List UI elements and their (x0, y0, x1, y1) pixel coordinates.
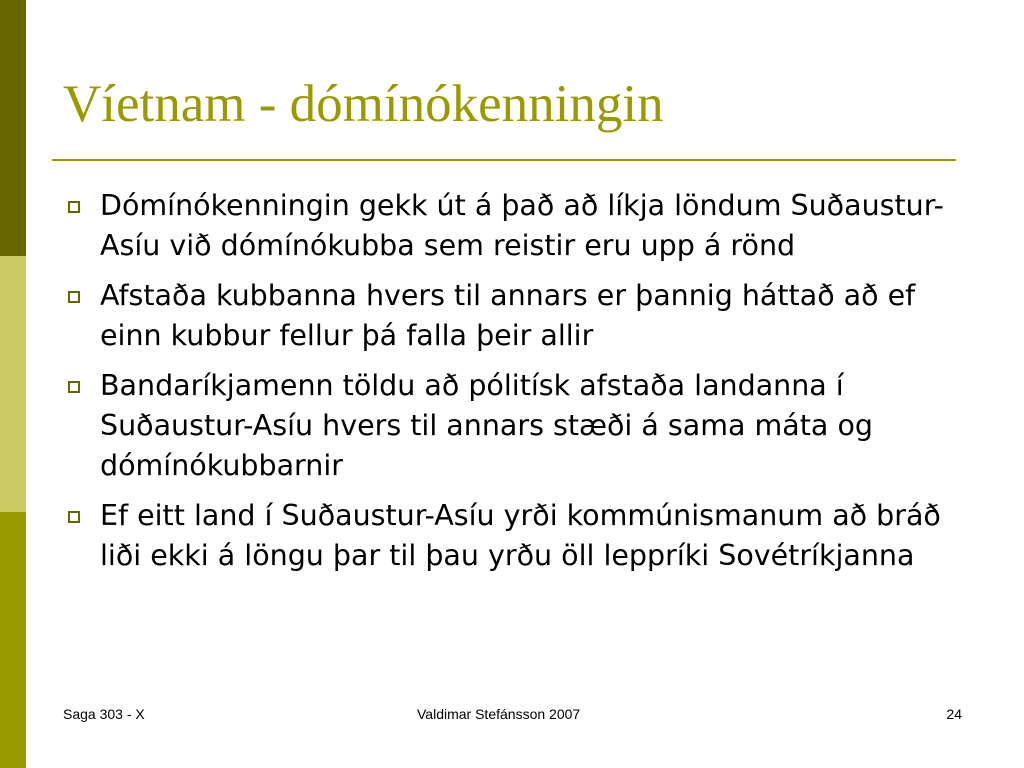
bullet-item (62, 366, 962, 486)
square-bullet-icon (68, 201, 80, 213)
square-bullet-icon (68, 381, 80, 393)
bullet-text: Bandaríkjamenn töldu að pólitísk afstaða landanna í Suðaustur-Asíu hvers til annars stæði á sama máta og dómínókubbarnir (100, 369, 873, 482)
footer-author: Valdimar Stefánsson 2007 (417, 706, 581, 722)
bullet-text: Afstaða kubbanna hvers til annars er þannig háttað að ef einn kubbur fellur þá falla þeir allir (100, 279, 916, 352)
sidebar-band-top (0, 0, 26, 256)
slide-title: Víetnam - dómínókenningin (63, 75, 664, 133)
title-divider (52, 159, 956, 161)
page-number: 24 (946, 706, 962, 722)
bullet-item (62, 276, 962, 356)
square-bullet-icon (68, 291, 80, 303)
bullet-text: Dómínókenningin gekk út á það að líkja löndum Suðaustur-Asíu við dómínókubba sem reistir eru upp á rönd (100, 189, 944, 262)
sidebar-band-bottom (0, 512, 26, 768)
bullet-list (62, 186, 962, 586)
square-bullet-icon (68, 511, 80, 523)
bullet-item (62, 186, 962, 266)
sidebar-band-middle (0, 256, 26, 512)
footer-course: Saga 303 - X (63, 706, 145, 722)
bullet-item (62, 496, 962, 576)
bullet-text: Ef eitt land í Suðaustur-Asíu yrði kommúnismanum að bráð liði ekki á löngu þar til þau yrðu öll leppríki Sovétríkjanna (100, 499, 941, 572)
